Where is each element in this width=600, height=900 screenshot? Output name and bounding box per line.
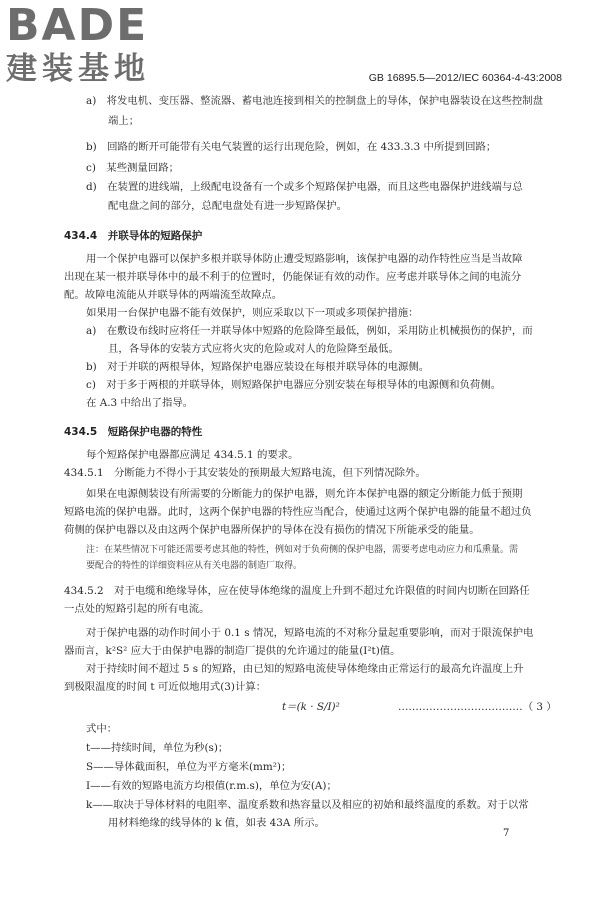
list-item-a-cont: 端上； [108,115,140,127]
note-line: 注：在某些情况下可能还需要考虑其他的特性，例如对于负荷侧的保护电器，需要考虑电动应力和瓜熏量。需 [86,545,519,555]
paragraph-line: 对于持续时间不超过 5 s 的短路，由已知的短路电流使导体绝缘由正常运行的最高允许温度上升 [86,663,524,675]
paragraph-line: 如果用一台保护电器不能有效保护，则应采取以下一项或多项保护措施： [86,307,419,319]
clause-434-5-1: 434.5.1 分断能力不得小于其安装处的预期最大短路电流，但下列情况除外。 [64,467,426,479]
logo-brand: BADE [6,0,149,51]
standard-number: GB 16895.5—2012/IEC 60364-4-43:2008 [368,72,562,84]
list-item-b: b) 回路的断开可能带有关电气装置的运行出现危险，例如，在 433.3.3 中所提到回路； [86,141,497,153]
logo-subtitle: 建装基地 [6,51,150,87]
list-item-b: b) 对于并联的两根导体，短路保护电器应装设在每根并联导体的电源侧。 [86,361,430,373]
paragraph-line: 一点处的短路引起的所有电流。 [64,603,210,615]
section-heading-434-5: 434.5 短路保护电器的特性 [64,426,203,438]
paragraph-line: 短路电流的保护电器。此时，这两个保护电器的特性应当配合，使通过这两个保护电器的能量不超过负 [64,506,532,518]
paragraph-line: 到极限温度的时间 t 可近似地用式(3)计算： [64,681,267,693]
clause-434-5-2: 434.5.2 对于电缆和绝缘导体，应在使导体绝缘的温度上升到不超过允许限值的时间内切断在回路任 [64,585,530,597]
paragraph-line: 用一个保护电器可以保护多根并联导体防止遭受短路影响，该保护电器的动作特性应当是当故障 [86,253,523,265]
paragraph-line: 如果在电源侧装设有所需要的分断能力的保护电器，则允许本保护电器的额定分断能力低于预期 [86,488,523,500]
note-line: 要配合的特性的详细资料应从有关电器的制造厂取得。 [86,561,303,571]
paragraph-line: 荷侧的保护电器以及由这两个保护电器所保护的导体在没有损伤的情况下所能承受的能量。 [64,524,480,536]
where-label: 式中： [86,723,118,735]
list-item-a-cont: 且，各导体的安装方式应将火灾的危险或对人的危险降至最低。 [108,343,399,355]
paragraph-line: 对于保护电器的动作时间小于 0.1 s 情况，短路电流的不对称分量起重要影响，而对于限流保护电 [86,627,534,639]
variable-definition-cont: 用材料绝缘的线导体的 k 值，如表 43A 所示。 [108,817,325,829]
variable-definition: t——持续时间，单位为秒(s)； [86,742,229,754]
variable-definition: I——有效的短路电流方均根值(r.m.s)，单位为安(A)； [86,780,337,792]
list-item-a: a) 将发电机、变压器、整流器、蓄电池连接到相关的控制盘上的导体，保护电器装设在这些控制盘 [86,95,544,107]
page-number: 7 [503,828,510,839]
paragraph-line: 配。故障电流能从并联导体的两端流至故障点。 [64,289,283,301]
paragraph-line: 出现在某一根并联导体中的最不利于的位置时，仍能保证有效的动作。应考虑并联导体之间的电流分 [64,271,522,283]
paragraph-line: 在 A.3 中给出了指导。 [86,397,194,409]
list-item-d-cont: 配电盘之间的部分，总配电盘处有进一步短路保护。 [108,200,347,212]
list-item-c: c) 某些测量回路； [86,162,179,174]
formula: t＝(k · S/I)² [282,701,340,713]
paragraph-line: 器而言，k²S² 应大于由保护电器的制造厂提供的允许通过的能量(I²t)值。 [64,645,401,657]
section-heading-434-4: 434.4 并联导体的短路保护 [64,230,203,242]
list-item-d: d) 在装置的进线端，上级配电设备有一个或多个短路保护电器，而且这些电器保护进线端与总 [86,181,523,193]
list-item-a: a) 在敷设布线时应将任一并联导体中短路的危险降至最低，例如，采用防止机械损伤的保护，而 [86,325,533,337]
list-item-c: c) 对于多于两根的并联导体，则短路保护电器应分别安装在每根导体的电源侧和负荷侧。 [86,379,502,391]
variable-definition: S——导体截面积，单位为平方毫米(mm²)； [86,761,292,773]
variable-definition: k——取决于导体材料的电阻率、温度系数和热容量以及相应的初始和最终温度的系数。对于以常 [86,799,529,811]
formula-number: ………………………………（ 3 ） [398,701,557,713]
paragraph-line: 每个短路保护电器都应满足 434.5.1 的要求。 [86,449,299,461]
